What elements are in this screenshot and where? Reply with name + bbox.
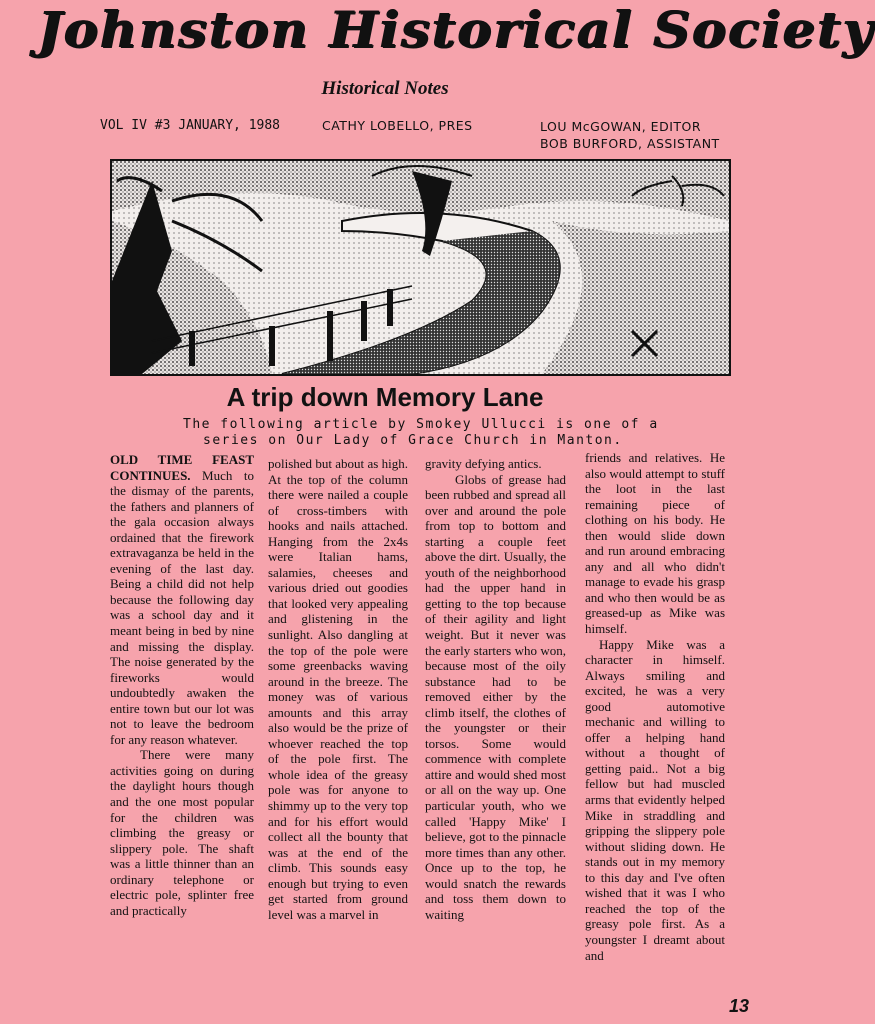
editor-credits xyxy=(540,118,720,152)
section-lead: OLD TIME FEAST CONTINUES. xyxy=(110,452,254,483)
column-1-paragraph-1 xyxy=(110,452,254,747)
article-column-1 xyxy=(110,452,254,918)
article-column-3 xyxy=(425,456,566,922)
country-lane-illustration xyxy=(110,159,731,376)
president-credit: CATHY LOBELLO, PRES xyxy=(322,118,473,133)
editor-credit: LOU McGOWAN, EDITOR xyxy=(540,119,702,134)
issue-line: VOL IV #3 JANUARY, 1988 xyxy=(100,118,281,133)
masthead-subtitle: Historical Notes xyxy=(321,78,449,99)
article-intro-line-1: The following article by Smokey Ullucci is one of a xyxy=(183,417,659,432)
article-intro-line-2: series on Our Lady of Grace Church in Manton. xyxy=(203,433,623,448)
article-column-2 xyxy=(268,456,408,922)
masthead-title: Johnston Historical Society xyxy=(38,0,875,59)
column-4-paragraph-1: friends and relatives. He also would attempt to stuff the loot in the last remaining piece of clothing on his body. He then would slide down and run around embracing any and all who didn't manage to evade his grasp and who then would be as greased-up as Mike was himself. xyxy=(585,450,725,637)
column-3-paragraph-1: gravity defying antics. xyxy=(425,456,542,471)
article-column-4 xyxy=(585,450,725,963)
column-3-paragraph-2: Globs of grease had been rubbed and spread all over and around the pole from top to bottom and starting a couple feet above the dirt. Usually, the youth of the neighborhood had the upper hand in getting to the top because of their agility and light weight. But it never was the early starters who won, because most of the oily substance had to be removed either by the climb itself, the clothes of the youngster or their torsos. Some would commence with complete attire and would shed most or all on the way up. One particular youth, who we called 'Happy Mike' I believe, got to the pinnacle more times than any other. Once up to the top, he would snatch the rewards and toss them down to waiting xyxy=(425,471,566,922)
country-lane-drawing xyxy=(112,161,729,374)
column-4-paragraph-2: Happy Mike was a character in himself. Always smiling and excited, he was a very good automotive mechanic and willing to offer a helping hand without a thought of getting paid.. Not a big fellow but had muscled arms that evidently helped Mike in straddling and gripping the slippery pole without sliding down. He stands out in my memory to this day and I've often wished that it was I who reached the top of the greasy pole first. As a youngster I dreamt about and xyxy=(585,636,725,963)
column-2-paragraph-1: polished but about as high. At the top of the column there were nailed a couple of cross-timbers with hooks and nails attached. Hanging from the 2x4s were Italian hams, salamies, cheeses and various dried out goodies that looked very appealing and glistening in the sunlight. Also dangling at the top of the pole were some greenbacks waving around in the breeze. The money was of various amounts and this array also would be the prize of whoever reached the top of the pole first. The whole idea of the greasy pole was for anyone to shimmy up to the very top and for his effort would collect all the bounty that was at the end of the climb. This sounds easy enough but trying to even get started from ground level was a marvel in xyxy=(268,456,408,922)
assistant-credit: BOB BURFORD, ASSISTANT xyxy=(540,136,720,151)
column-1-text-1: Much to the dismay of the parents, the fathers and planners of the gala occasion always ordained that the firework extravaganza be held in the evening of the last day. Being a child did not help because the following day was a school day and it meant being in bed by nine and missing the display. The noise generated by the fireworks would undoubtedly awaken the entire town but our lot was not to leave the bedroom for any reason whatever. xyxy=(110,467,254,747)
article-headline: A trip down Memory Lane xyxy=(226,382,544,412)
page-number: 13 xyxy=(729,996,750,1016)
column-1-paragraph-2: There were many activities going on during the daylight hours though and the one most popular for the children was climbing the greasy or slippery pole. The shaft was a little thinner than an ordinary telephone or electric pole, splinter free and practically xyxy=(110,747,254,918)
